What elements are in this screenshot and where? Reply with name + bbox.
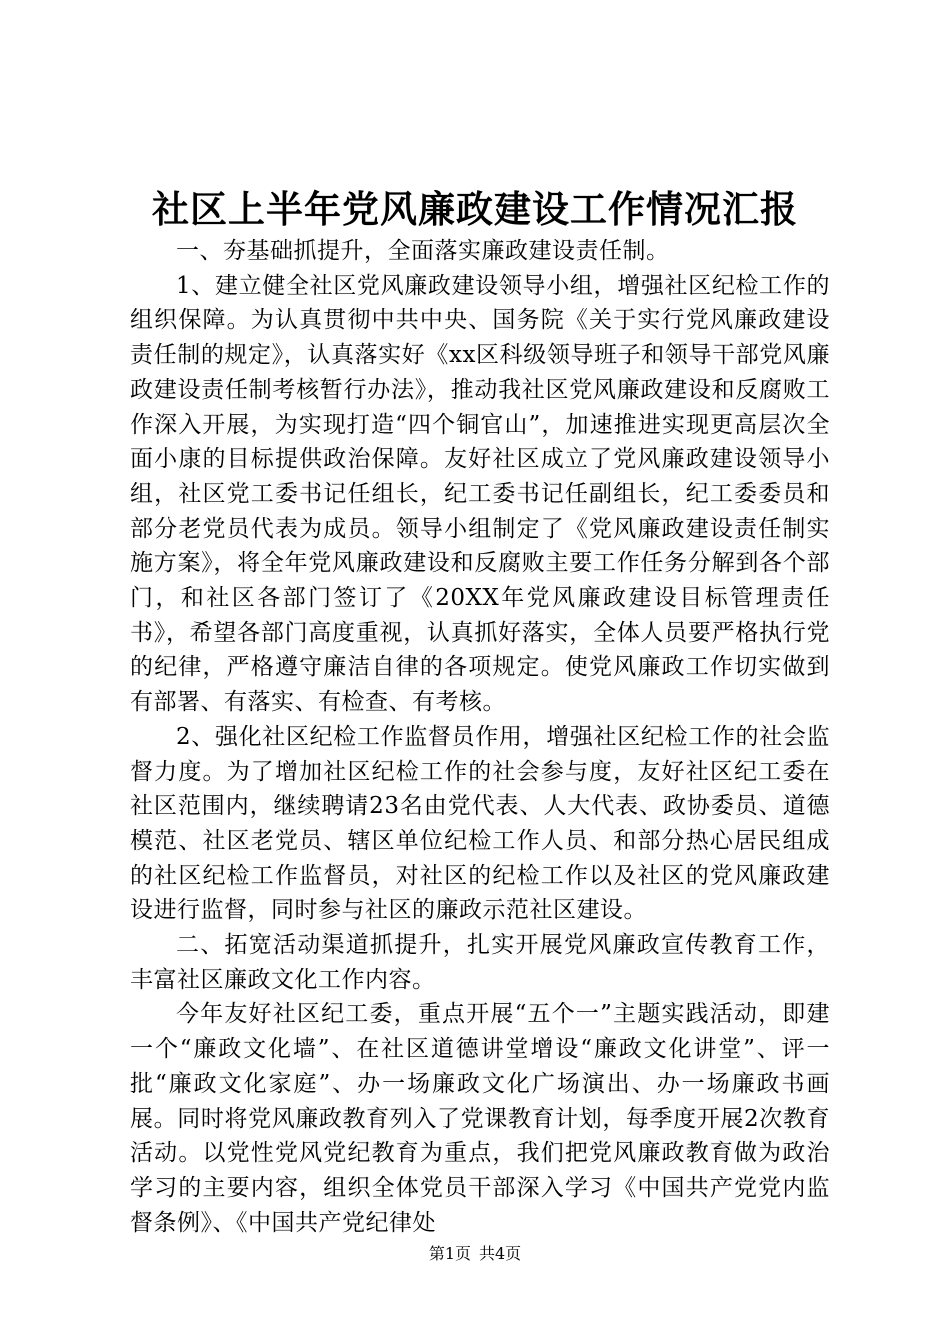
paragraph-3: 今年友好社区纪工委，重点开展“五个一”主题实践活动，即建一个“廉政文化墙”、在社区道德讲堂增设“廉政文化讲堂”、评一批“廉政文化家庭”、办一场廉政文化广场演出、办一场廉政书画展。同时将党风廉政教育列入了党课教育计划，每季度开展2次教育活动。以党性党风党纪教育为重点，我们把党风廉政教育做为政治学习的主要内容，组织全体党员干部深入学习《中国共产党党内监督条例》、《中国共产党纪律处 <box>130 1001 830 1236</box>
section-heading-2: 二、拓宽活动渠道抓提升，扎实开展党风廉政宣传教育工作，丰富社区廉政文化工作内容。 <box>130 932 830 993</box>
page-footer <box>0 1243 950 1265</box>
page-number-current: 第1页 <box>428 1244 471 1263</box>
page-number-total: 共4页 <box>479 1244 522 1263</box>
paragraph-2: 2、强化社区纪检工作监督员作用，增强社区纪检工作的社会监督力度。为了增加社区纪检工作的社会参与度，友好社区纪工委在社区范围内，继续聘请23名由党代表、人大代表、政协委员、道德模范、社区老党员、辖区单位纪检工作人员、和部分热心居民组成的社区纪检工作监督员，对社区的纪检工作以及社区的党风廉政建设进行监督，同时参与社区的廉政示范社区建设。 <box>130 723 830 924</box>
document-body <box>130 234 830 1240</box>
paragraph-1: 1、建立健全社区党风廉政建设领导小组，增强社区纪检工作的组织保障。为认真贯彻中共中央、国务院《关于实行党风廉政建设责任制的规定》，认真落实好《xx区科级领导班子和领导干部党风廉政建设责任制考核暂行办法》，推动我社区党风廉政建设和反腐败工作深入开展，为实现打造“四个铜官山”，加速推进实现更高层次全面小康的目标提供政治保障。友好社区成立了党风廉政建设领导小组，社区党工委书记任组长，纪工委书记任副组长，纪工委委员和部分老党员代表为成员。领导小组制定了《党风廉政建设责任制实施方案》，将全年党风廉政建设和反腐败主要工作任务分解到各个部门，和社区各部门签订了《20XX年党风廉政建设目标管理责任书》，希望各部门高度重视，认真抓好落实，全体人员要严格执行党的纪律，严格遵守廉洁自律的各项规定。使党风廉政工作切实做到有部署、有落实、有检查、有考核。 <box>130 272 830 716</box>
section-heading-1: 一、夯基础抓提升，全面落实廉政建设责任制。 <box>176 238 670 264</box>
document-title: 社区上半年党风廉政建设工作情况汇报 <box>152 187 798 231</box>
